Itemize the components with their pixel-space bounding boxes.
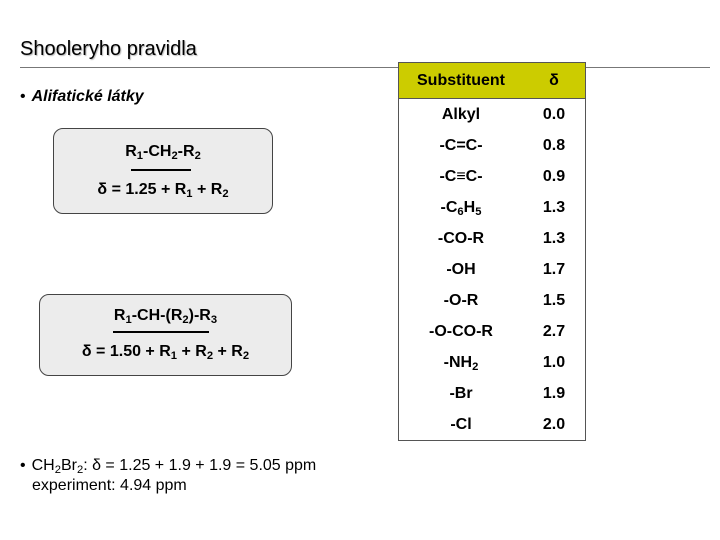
formula-box-ch (39, 294, 292, 376)
table-row (399, 161, 586, 192)
bullet-dot: • (20, 457, 26, 474)
delta-cell: 1.3 (542, 229, 566, 247)
table-header-row (399, 63, 586, 99)
table-row (399, 316, 586, 347)
bullet-heading-text: Alifatické látky (31, 88, 144, 105)
substituent-cell: -C=C- (439, 136, 483, 154)
table-row (399, 192, 586, 223)
delta-cell: 2.7 (542, 322, 566, 340)
substituent-table (398, 62, 586, 441)
example-note (20, 456, 316, 496)
bullet-dot: • (20, 88, 26, 105)
substituent-cell: -O-CO-R (429, 322, 493, 340)
table-row (399, 99, 586, 131)
slide-title: Shooleryho pravidla (20, 38, 197, 60)
table-row (399, 378, 586, 409)
column-header-delta: δ (523, 63, 586, 99)
delta-cell: 1.5 (542, 291, 566, 309)
formula-underline (113, 331, 209, 333)
example-calculation: • $CH_2Br_2$: δ = 1.25 + 1.9 + 1.9 = 5.05 ppm (20, 457, 317, 476)
column-header-substituent: Substituent (399, 63, 524, 99)
table-row (399, 223, 586, 254)
substituent-cell: -O-R (443, 291, 479, 309)
delta-cell: 2.0 (542, 415, 566, 433)
formula-box-ch2 (53, 128, 273, 214)
formula-structure: $R_1-CH_2-R_2$ (125, 143, 201, 162)
formula-equation: $\delta = 1.25 + R_1 + R_2$ (97, 181, 229, 200)
substituent-cell: -C≡C- (439, 167, 483, 185)
formula-structure: $R_1-CH-(R_2)-R_3$ (113, 307, 218, 326)
delta-cell: 0.9 (542, 167, 566, 185)
substituent-cell: $-NH_2$ (443, 353, 479, 373)
delta-cell: 0.0 (542, 105, 566, 123)
table-row (399, 285, 586, 316)
table-row (399, 130, 586, 161)
substituent-cell: -Br (449, 384, 473, 402)
substituent-cell: -CO-R (437, 229, 485, 247)
delta-cell: 1.0 (542, 353, 566, 371)
bullet-heading (20, 88, 144, 106)
table-row (399, 347, 586, 378)
table-row (399, 254, 586, 285)
substituent-cell: -OH (446, 260, 476, 278)
formula-underline (131, 169, 191, 171)
table-row (399, 409, 586, 441)
delta-cell: 1.7 (542, 260, 566, 278)
title-divider (20, 67, 710, 68)
substituent-cell: Alkyl (441, 105, 481, 123)
delta-cell: 1.9 (542, 384, 566, 402)
delta-cell: 1.3 (542, 198, 566, 216)
formula-equation: $\delta = 1.50 + R_1 + R_2 + R_2$ (81, 343, 250, 362)
substituent-cell: $-C_6H_5$ (440, 198, 482, 218)
experiment-value: experiment: 4.94 ppm (32, 477, 187, 494)
delta-cell: 0.8 (542, 136, 566, 154)
substituent-cell: -Cl (450, 415, 472, 433)
